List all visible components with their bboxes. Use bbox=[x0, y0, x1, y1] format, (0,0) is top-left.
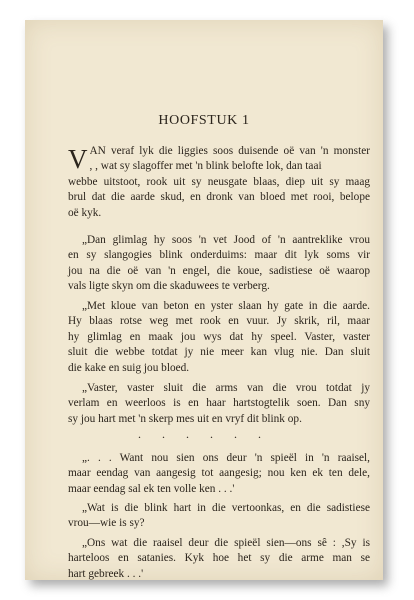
text-line: „Vaster, vaster sluit die arms van die vrou totdat jy bbox=[82, 382, 370, 394]
text-line: , , wat sy slagoffer met 'n blink belofte lok, dan taai bbox=[89, 160, 322, 173]
paragraph-7 bbox=[68, 536, 370, 582]
text-line: en sy slangogies blink onderduims: maar dit lyk soms vir bbox=[68, 249, 370, 262]
paragraph-3 bbox=[68, 299, 370, 376]
paragraph-6 bbox=[68, 501, 370, 532]
book-page bbox=[25, 20, 383, 580]
text-line: maar eendag sal ek ten volle ken . . .' bbox=[68, 482, 235, 495]
paragraph-1 bbox=[68, 144, 370, 221]
text-line: harteloos en satanies. Kyk hoe het sy die arme man se bbox=[68, 552, 370, 565]
text-line: brul dat die aarde skud, en dronk van bloed met rooi, belope bbox=[68, 191, 370, 204]
chapter-title: HOOFSTUK 1 bbox=[158, 113, 250, 128]
text-line: hart gebreek . . .' bbox=[68, 567, 144, 580]
text-line: webbe uitstoot, rook uit sy neusgate blaas, diep uit sy maag bbox=[68, 175, 370, 188]
text-line: vrou—wie is sy? bbox=[68, 517, 145, 530]
paragraph-2 bbox=[68, 233, 370, 295]
text-line: oë kyk. bbox=[68, 206, 102, 219]
text-line: die kake en suig jou bloed. bbox=[68, 361, 190, 374]
text-line: „Met kloue van beton en yster slaan hy gate in die aarde. bbox=[82, 300, 370, 312]
drop-cap: V bbox=[68, 144, 88, 174]
text-line: „Wat is die blink hart in die vertoonkas, en die sadistiese bbox=[82, 502, 370, 514]
section-separator: . . . . . . bbox=[138, 427, 270, 441]
text-line: sy jou hart met 'n skerp mes uit en vryf dit blink op. bbox=[68, 412, 302, 425]
text-line: vals ligte skyn om die skaduwees te verberg. bbox=[68, 280, 270, 293]
text-line: Hy blaas rotse weg met rook en vuur. Jy skrik, ril, maar bbox=[68, 315, 370, 328]
paragraph-4 bbox=[68, 381, 370, 427]
text-line: „. . . Want nou sien ons deur 'n spieël in 'n raaisel, bbox=[82, 452, 370, 464]
text-line: jou na die oë van 'n engel, die koue, sadistiese oë waarop bbox=[68, 264, 370, 277]
text-line: hy glimlag en maak jou wys dat hy speel. Vaster, vaster bbox=[68, 330, 370, 343]
text-line: „Dan glimlag hy soos 'n vet Jood of 'n aantreklike vrou bbox=[82, 234, 370, 246]
text-line: sluit die webbe totdat jy nie meer kan vlug nie. Dan sluit bbox=[68, 346, 370, 359]
paragraph-5 bbox=[68, 451, 370, 497]
text-line: maar eendag van aangesig tot aangesig; nou ken ek ten dele, bbox=[68, 467, 370, 480]
text-line: „Ons wat die raaisel deur die spieël sien—ons sê : ,Sy is bbox=[82, 537, 370, 549]
text-line: AN veraf lyk die liggies soos duisende oë van 'n monster bbox=[89, 145, 370, 157]
text-line: verlam en weerloos is en haar hartstogtelik soen. Dan sny bbox=[68, 397, 370, 410]
